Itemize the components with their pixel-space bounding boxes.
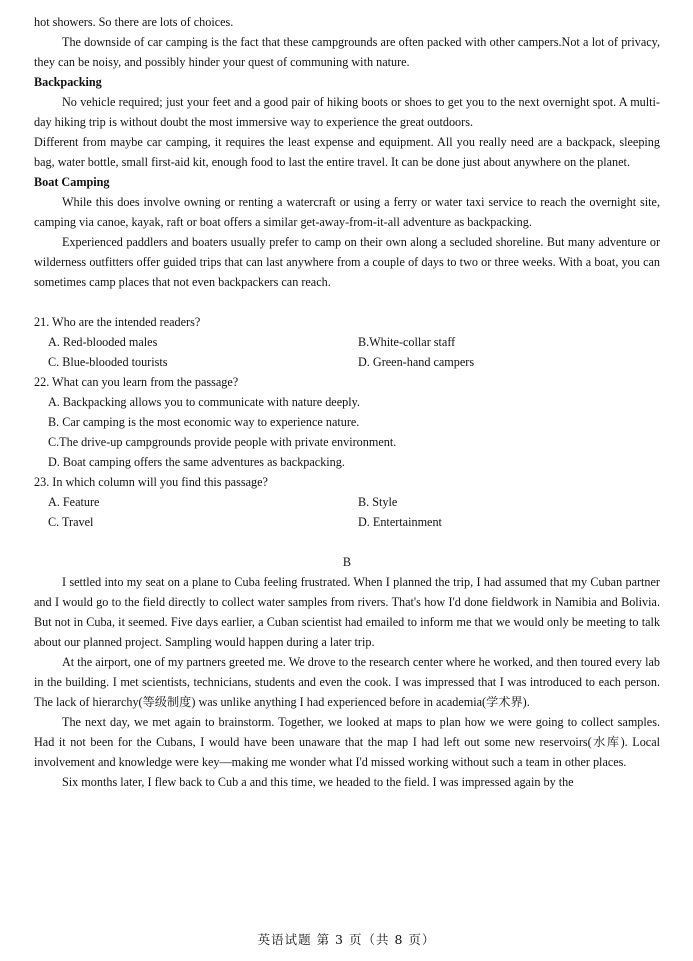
passage-a-paragraph-1: hot showers. So there are lots of choices. — [34, 15, 234, 29]
passage-a-paragraph-3: No vehicle required; just your feet and a good pair of hiking boots or shoes to get you to the next overnight spot. A multi-day hiking trip is without doubt the most immersive way to experience the great outdoors. — [34, 95, 660, 129]
passage-a-paragraph-2: The downside of car camping is the fact that these campgrounds are often packed with other campers.Not a lot of privacy, they can be noisy, and possibly hinder your quest of communing with nature. — [34, 35, 660, 69]
passage-b-paragraph-2: At the airport, one of my partners greeted me. We drove to the research center where he worked, and then toured every lab in the building. I met scientists, technicians, students and even the cook. I was impressed that I was introduced to each person. The lack of hierarchy(等级制度) was unlike anything I had experienced before in academia(学术界). — [34, 655, 660, 709]
page-content — [34, 12, 660, 792]
page-footer: 英语试题 第 3 页（共 8 页） — [257, 932, 436, 947]
option-21-d: D. Green-hand campers — [358, 355, 475, 369]
question-23-stem: 23. In which column will you find this passage? — [34, 475, 268, 489]
passage-a-paragraph-6: Experienced paddlers and boaters usually prefer to camp on their own along a secluded shoreline. But many adventure or wilderness outfitters offer guided trips that can last anywhere from a couple of days to two or three weeks. With a boat, you can sometimes camp places that not even backpackers can reach. — [34, 235, 660, 289]
option-23-b: B. Style — [358, 495, 398, 509]
passage-b-paragraph-4: Six months later, I flew back to Cub a and this time, we headed to the field. I was impressed again by the — [62, 775, 574, 789]
heading-boat-camping: Boat Camping — [34, 175, 110, 189]
passage-b-paragraph-1: I settled into my seat on a plane to Cuba feeling frustrated. When I planned the trip, I had assumed that my Cuban partner and I would go to the field directly to collect water samples from rivers. That's how I'd done fieldwork in Namibia and Bolivia. But not in Cuba, it seemed. Five days earlier, a Cuban scientist had emailed to inform me that we would only be meeting to talk about our planned project. Sampling would happen during a later trip. — [34, 575, 660, 649]
option-22-b: B. Car camping is the most economic way to experience nature. — [48, 415, 360, 429]
passage-a-paragraph-5: While this does involve owning or renting a watercraft or using a ferry or water taxi service to reach the overnight site, camping via canoe, kayak, raft or boat offers a similar get-away-from-it-all adventure as backpacking. — [34, 195, 660, 229]
spacer — [34, 292, 660, 312]
option-22-c: C.The drive-up campgrounds provide people with private environment. — [48, 435, 397, 449]
question-23-options — [34, 492, 660, 532]
section-label-b: B — [342, 555, 352, 569]
option-23-a: A. Feature — [48, 495, 100, 509]
question-21-stem: 21. Who are the intended readers? — [34, 315, 201, 329]
option-23-c: C. Travel — [48, 515, 94, 529]
question-21 — [34, 312, 660, 372]
question-22-options — [34, 392, 660, 472]
passage-b-paragraph-3: The next day, we met again to brainstorm. Together, we looked at maps to plan how we were going to collect samples. Had it not been for the Cubans, I would have been unaware that the map I had left out some new reservoirs(水库). Local involvement and knowledge were key—making me wonder what I'd missed working without such a team in other places. — [34, 715, 660, 769]
option-23-d: D. Entertainment — [358, 515, 442, 529]
question-22-stem: 22. What can you learn from the passage? — [34, 375, 239, 389]
question-22 — [34, 372, 660, 472]
option-22-a: A. Backpacking allows you to communicate with nature deeply. — [48, 395, 360, 409]
question-21-options — [34, 332, 660, 372]
question-23 — [34, 472, 660, 532]
option-21-b: B.White-collar staff — [358, 335, 456, 349]
spacer — [34, 532, 660, 552]
passage-a-paragraph-4: Different from maybe car camping, it requires the least expense and equipment. All you really need are a backpack, sleeping bag, water bottle, small first-aid kit, enough food to last the entire travel. It can be done just about anywhere on the planet. — [34, 135, 660, 169]
option-21-a: A. Red-blooded males — [48, 335, 158, 349]
heading-backpacking: Backpacking — [34, 75, 102, 89]
option-22-d: D. Boat camping offers the same adventures as backpacking. — [48, 455, 345, 469]
option-21-c: C. Blue-blooded tourists — [48, 355, 168, 369]
